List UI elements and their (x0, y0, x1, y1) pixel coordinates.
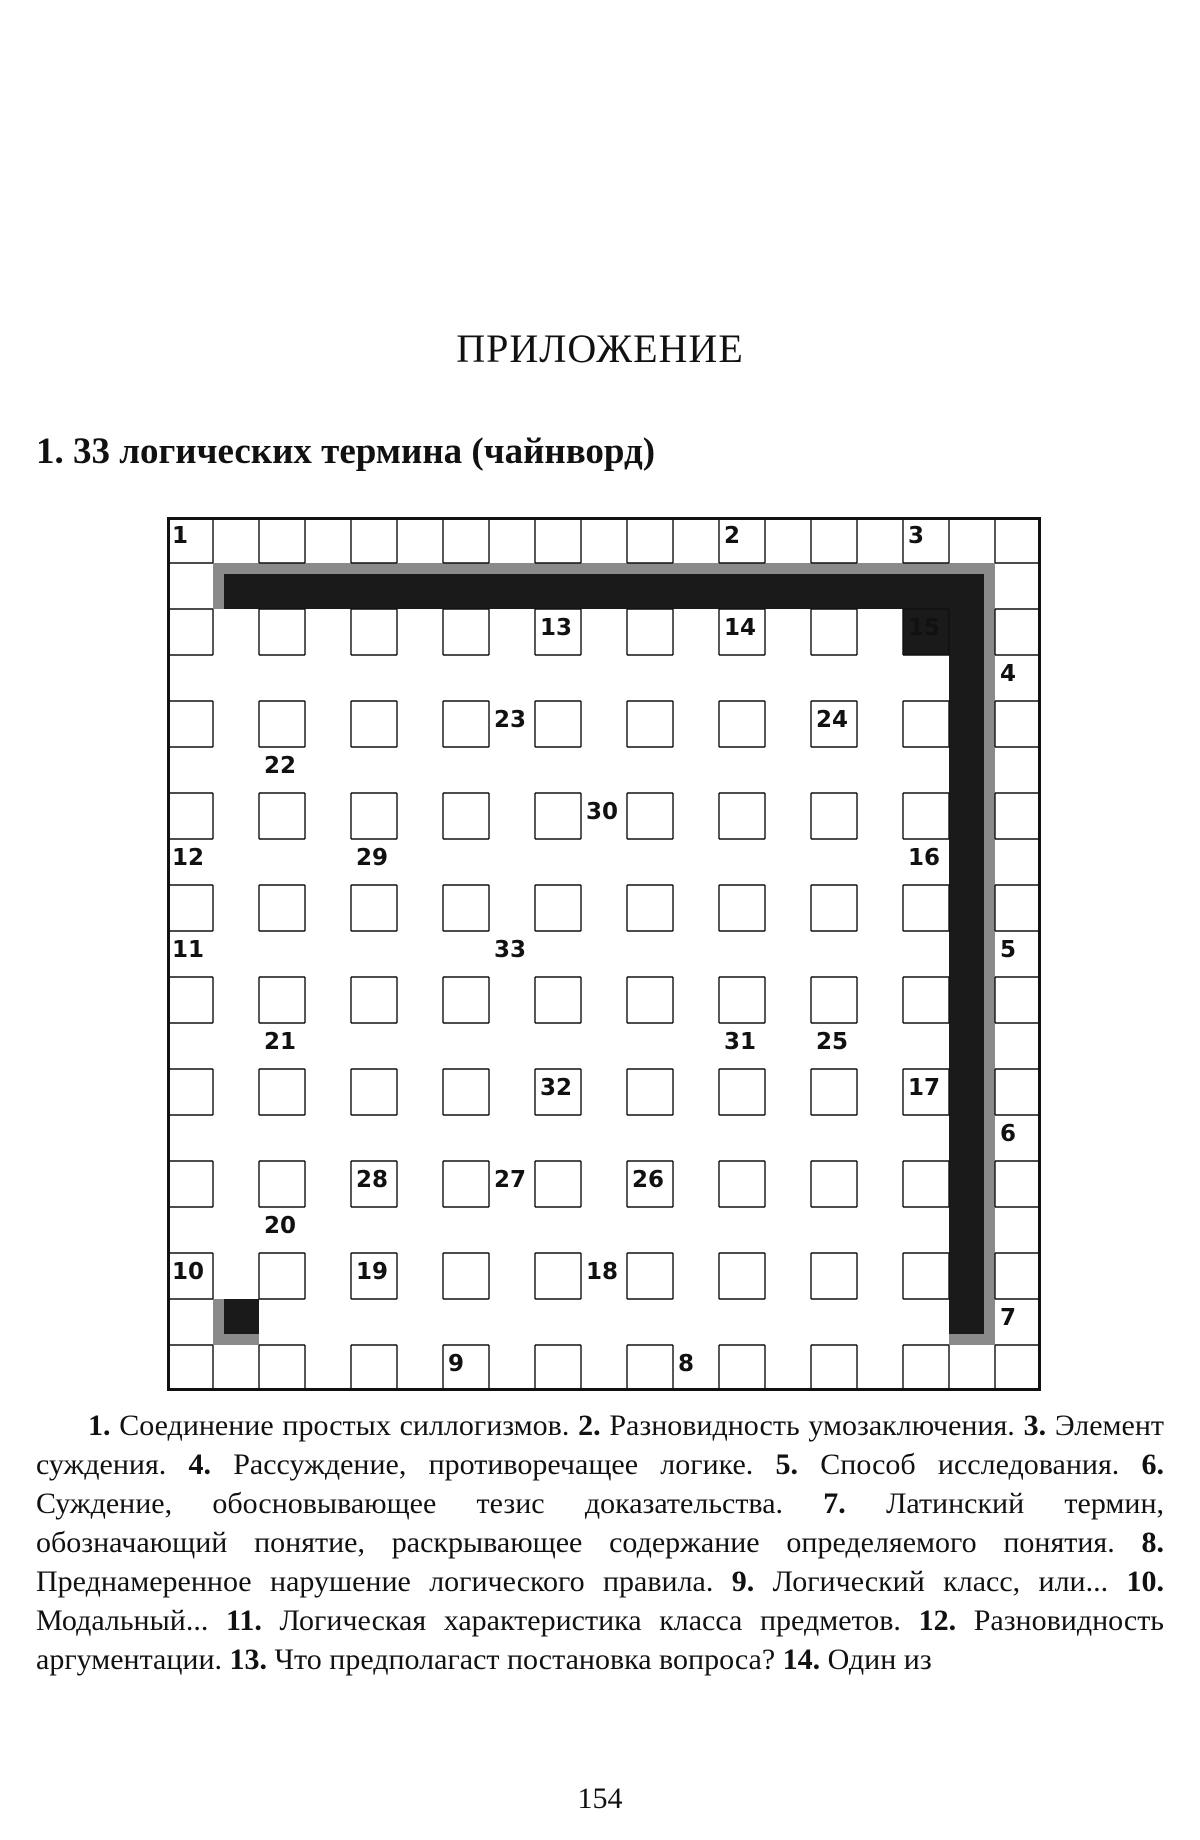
clue-text: Суждение, обосновывающее тезис доказательства. (36, 1487, 824, 1520)
clue-number: 13. (229, 1643, 268, 1676)
clue-number: 12. (918, 1604, 957, 1637)
cell-number: 8 (678, 1351, 695, 1377)
clue-text: Что предполагаст постановка вопроса? (267, 1643, 783, 1676)
cell-number: 1 (172, 523, 189, 549)
clue-number: 10. (1126, 1565, 1164, 1598)
cell-number: 7 (1000, 1305, 1017, 1331)
clue-text: Рассуждение, противоречащее логике. (211, 1448, 776, 1481)
cell-number: 3 (908, 523, 925, 549)
cell-number: 31 (724, 1029, 757, 1055)
crossword-grid-svg (167, 517, 1041, 1391)
clue-text: Логический класс, или... (754, 1565, 1127, 1598)
clue-number: 2. (578, 1409, 601, 1442)
open-lane-11 (535, 1023, 673, 1069)
cell-number: 20 (264, 1213, 297, 1239)
clue-number: 14. (782, 1643, 821, 1676)
cell-number: 28 (356, 1167, 389, 1193)
cell-number: 4 (1000, 661, 1017, 687)
cell-number: 25 (816, 1029, 849, 1055)
cell-number: 29 (356, 845, 389, 871)
cell-number: 12 (172, 845, 205, 871)
page-title: ПРИЛОЖЕНИЕ (456, 326, 744, 371)
cell-number: 18 (586, 1259, 619, 1285)
cell-number: 24 (816, 707, 849, 733)
clue-text: Способ исследования. (798, 1448, 1142, 1481)
clue-text: Разновидность умозаключения. (600, 1409, 1024, 1442)
open-lane-2 (259, 1299, 949, 1345)
cell-number: 22 (264, 753, 297, 779)
cell-number: 14 (724, 615, 757, 641)
cell-number: 26 (632, 1167, 665, 1193)
cell-number: 9 (448, 1351, 465, 1377)
clue-text: Преднамеренное нарушение логического правила. (36, 1565, 732, 1598)
clue-text: Логическая характеристика класса предметов. (261, 1604, 919, 1637)
cell-number: 10 (172, 1259, 205, 1285)
clue-number: 6. (1141, 1448, 1164, 1481)
clue-text: Модальный... (36, 1604, 226, 1637)
cell-number: 16 (908, 845, 941, 871)
cell-number: 30 (586, 799, 619, 825)
cell-number: 33 (494, 937, 527, 963)
clue-number: 9. (731, 1565, 755, 1598)
cell-number: 15 (908, 615, 941, 641)
cell-number: 13 (540, 615, 573, 641)
cell-number: 11 (172, 937, 205, 963)
clue-number: 1. (88, 1409, 111, 1442)
cell-number: 6 (1000, 1121, 1017, 1147)
clue-text: Соединение простых силлогизмов. (110, 1409, 579, 1442)
cell-number: 32 (540, 1075, 573, 1101)
cell-number: 17 (908, 1075, 941, 1101)
clues-text (36, 1406, 1164, 1679)
clue-text: Один из (820, 1643, 932, 1676)
clue-text: Латинский термин, обозначающий понятие, раскрывающее содержание определяемого понятия. (36, 1487, 1164, 1559)
open-lane-8 (443, 1115, 765, 1161)
clue-number: 7. (823, 1487, 846, 1520)
page-number: 154 (577, 1782, 623, 1815)
cell-number: 23 (494, 707, 527, 733)
crossword-grid (167, 517, 1041, 1391)
clue-number: 3. (1023, 1409, 1047, 1442)
cell-number: 27 (494, 1167, 527, 1193)
cell-number: 21 (264, 1029, 297, 1055)
cell-number: 5 (1000, 937, 1017, 963)
clue-text: Разновидность аргументации. (36, 1604, 1164, 1676)
clue-number: 5. (775, 1448, 799, 1481)
clue-number: 8. (1141, 1526, 1164, 1559)
section-heading: 1. 33 логических термина (чайнворд) (36, 431, 656, 472)
open-lane-5 (351, 1207, 857, 1253)
clue-number: 11. (225, 1604, 262, 1637)
cell-number: 19 (356, 1259, 389, 1285)
clue-number: 4. (188, 1448, 211, 1481)
cell-number: 2 (724, 523, 741, 549)
clue-text: Элемент суждения. (36, 1409, 1164, 1481)
